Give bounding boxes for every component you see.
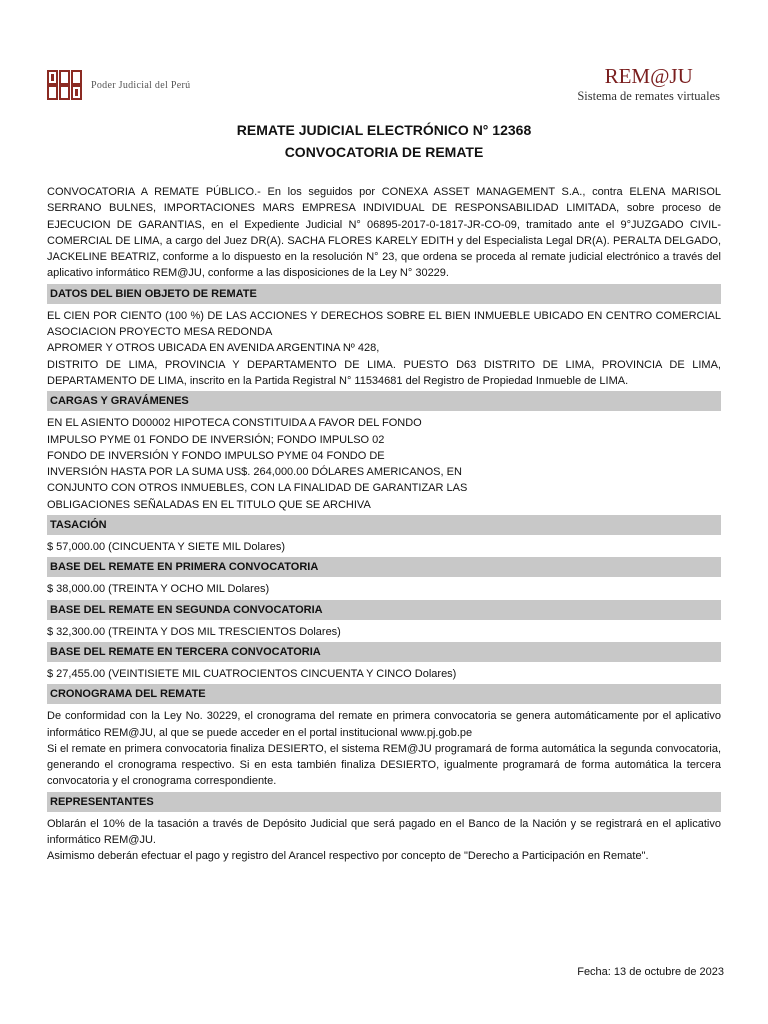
section-heading-cargas: CARGAS Y GRAVÁMENES xyxy=(47,391,721,411)
cargas-line: INVERSIÓN HASTA POR LA SUMA US$. 264,000.00 DÓLARES AMERICANOS, EN xyxy=(47,466,462,479)
cargas-line: FONDO DE INVERSIÓN Y FONDO IMPULSO PYME 04 FONDO DE xyxy=(47,449,385,462)
remaju-tagline: Sistema de remates virtuales xyxy=(577,89,720,103)
tasacion-value: $ 57,000.00 (CINCUENTA Y SIETE MIL Dolares) xyxy=(47,541,286,554)
base1-value: $ 38,000.00 (TREINTA Y OCHO MIL Dolares) xyxy=(47,583,270,596)
cronograma-paragraph-2: Si el remate en primera convocatoria finaliza DESIERTO, el sistema REM@JU programará de forma automática la segunda convocatoria, generando el cronograma respectivo. Si en esta también finaliza DESIERTO, igualmente programará de forma automática la tercera convocatoria y el cronograma correspondiente. xyxy=(47,742,721,788)
section-heading-cronograma: CRONOGRAMA DEL REMATE xyxy=(47,684,721,704)
document-body xyxy=(47,184,721,865)
remaju-brand: REM@JU xyxy=(604,64,693,88)
document-title: REMATE JUDICIAL ELECTRÓNICO N° 12368 xyxy=(236,122,532,138)
section-heading-representantes: REPRESENTANTES xyxy=(47,792,721,812)
bien-paragraph-1: EL CIEN POR CIENTO (100 %) DE LAS ACCIONES Y DERECHOS SOBRE EL BIEN INMUEBLE UBICADO EN CENTRO COMERCIAL ASOCIACION PROYECTO MESA REDONDA xyxy=(47,309,721,339)
intro-paragraph: CONVOCATORIA A REMATE PÚBLICO.- En los seguidos por CONEXA ASSET MANAGEMENT S.A., contra ELENA MARISOL SERRANO BULNES, IMPORTACIONES MARS EMPRESA INDIVIDUAL DE RESPONSABILIDAD LIMITADA, sobre proceso de EJECUCION DE GARANTIAS, en el Expediente Judicial N° 06895-2017-0-1817-JR-CO-09, tramitado ante el 9°JUZGADO CIVIL-COMERCIAL DE LIMA, a cargo del Juez DR(A). SACHA FLORES KARELY EDITH y del Especialista Legal DR(A). PERALTA DELGADO, JACKELINE BEATRIZ, conforme a lo dispuesto en la resolución N° 23, que ordena se proceda al remate judicial electrónico a través del aplicativo informático REM@JU, conforme a las disposiciones de la Ley N° 30229. xyxy=(47,186,721,280)
cargas-line: EN EL ASIENTO D00002 HIPOTECA CONSTITUIDA A FAVOR DEL FONDO xyxy=(47,417,422,430)
section-heading-base3: BASE DEL REMATE EN TERCERA CONVOCATORIA xyxy=(47,642,721,662)
bien-paragraph-3: DISTRITO DE LIMA, PROVINCIA Y DEPARTAMENTO DE LIMA. PUESTO D63 DISTRITO DE LIMA, PROVINCIA DE LIMA, DEPARTAMENTO DE LIMA, inscrito en la Partida Registral N° 11534681 del Registro de Propiedad Inmueble de LIMA. xyxy=(47,358,721,387)
section-heading-base2: BASE DEL REMATE EN SEGUNDA CONVOCATORIA xyxy=(47,600,721,620)
representantes-paragraph-1: Oblarán el 10% de la tasación a través de Depósito Judicial que será pagado en el Banco de la Nación y se registrará en el aplicativo informático REM@JU. xyxy=(47,817,721,847)
representantes-paragraph-2: Asimismo deberán efectuar el pago y registro del Arancel respectivo por concepto de "Derecho a Participación en Remate". xyxy=(47,850,649,863)
cargas-line: OBLIGACIONES SEÑALADAS EN EL TITULO QUE SE ARCHIVA xyxy=(47,498,371,511)
cargas-line: CONJUNTO CON OTROS INMUEBLES, CON LA FINALIDAD DE GARANTIZAR LAS xyxy=(47,482,468,495)
section-heading-tasacion: TASACIÓN xyxy=(47,515,721,535)
cargas-line: IMPULSO PYME 01 FONDO DE INVERSIÓN; FONDO IMPULSO 02 xyxy=(47,433,385,446)
document-subtitle: CONVOCATORIA DE REMATE xyxy=(284,144,484,160)
footer-date: Fecha: 13 de octubre de 2023 xyxy=(577,966,724,978)
poder-judicial-text: Poder Judicial del Perú xyxy=(91,79,191,91)
base2-value: $ 32,300.00 (TREINTA Y DOS MIL TRESCIENTOS Dolares) xyxy=(47,625,341,638)
cronograma-paragraph-1: De conformidad con la Ley No. 30229, el cronograma del remate en primera convocatoria se genera automáticamente por el aplicativo informático REM@JU, al que se puede acceder en el portal institucional www.pj.gob.pe xyxy=(47,710,721,739)
remaju-logo xyxy=(577,64,720,104)
base3-value: $ 27,455.00 (VEINTISIETE MIL CUATROCIENTOS CINCUENTA Y CINCO Dolares) xyxy=(47,667,457,680)
section-heading-bien: DATOS DEL BIEN OBJETO DE REMATE xyxy=(47,284,721,304)
bien-paragraph-2: APROMER Y OTROS UBICADA EN AVENIDA ARGENTINA Nº 428, xyxy=(47,342,380,355)
poder-judicial-logo xyxy=(47,70,190,100)
poder-judicial-emblem-icon xyxy=(47,70,83,100)
cargas-text xyxy=(47,415,721,513)
section-heading-base1: BASE DEL REMATE EN PRIMERA CONVOCATORIA xyxy=(47,557,721,577)
